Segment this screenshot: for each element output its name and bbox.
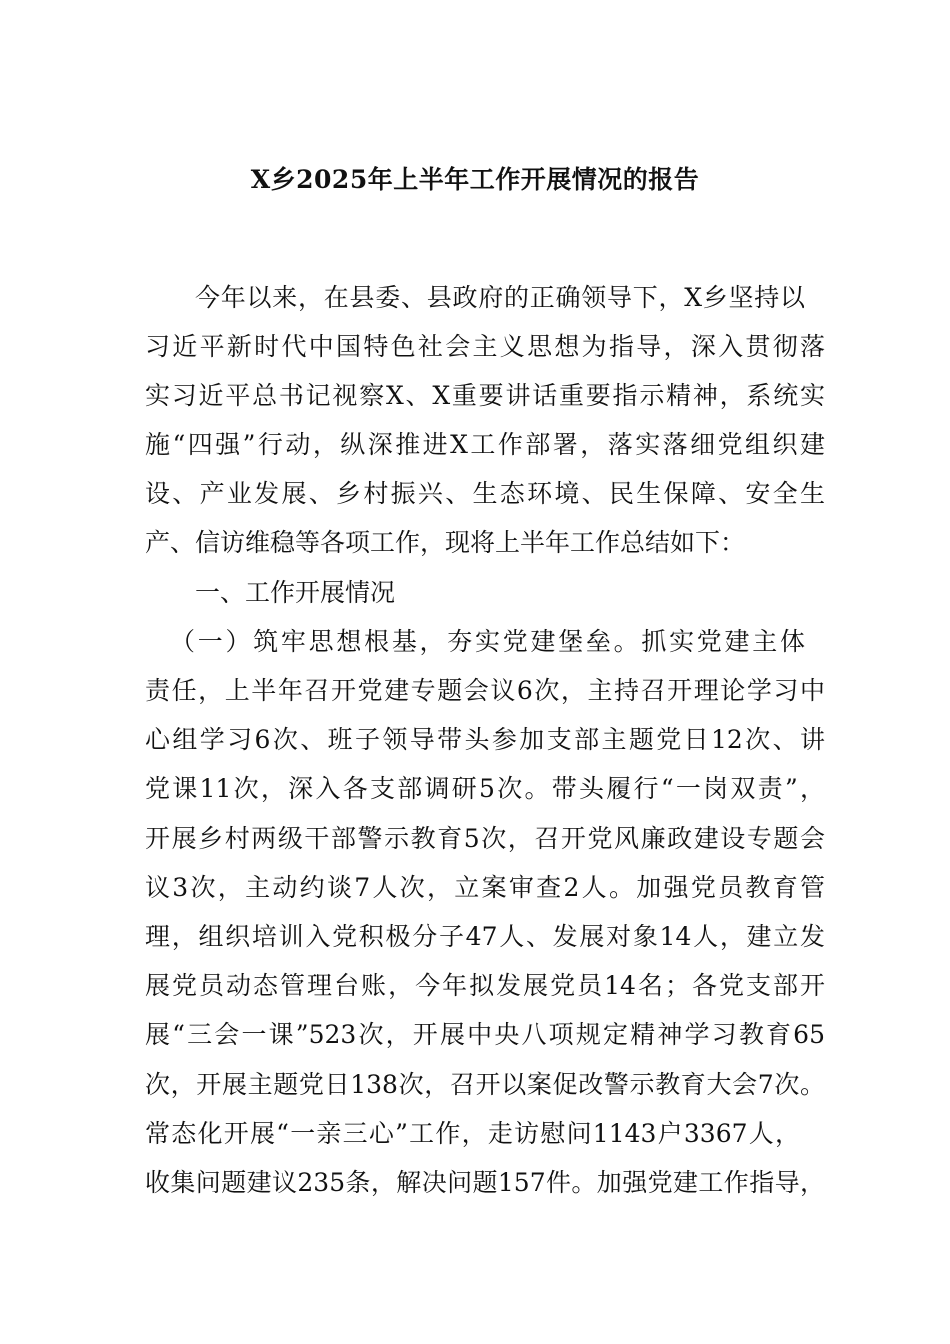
paragraph-line-13: 议3次，主动约谈7人次，立案审查2人。加强党员教育管: [145, 873, 825, 902]
paragraph-line-17: 次，开展主题党日138次，召开以案促改警示教育大会7次。: [145, 1070, 825, 1099]
paragraph-line-15: 展党员动态管理台账，今年拟发展党员14名；各党支部开: [145, 971, 825, 1000]
paragraph-line-6: 产、信访维稳等各项工作，现将上半年工作总结如下：: [145, 528, 745, 557]
paragraph-line-1: 今年以来，在县委、县政府的正确领导下，X乡坚持以: [195, 283, 805, 312]
paragraph-line-8: （一）筑牢思想根基，夯实党建堡垒。抓实党建主体: [170, 627, 805, 656]
paragraph-line-14: 理，组织培训入党积极分子47人、发展对象14人，建立发: [145, 922, 825, 951]
paragraph-line-11: 党课11次，深入各支部调研5次。带头履行“一岗双责”，: [145, 774, 825, 803]
paragraph-line-5: 设、产业发展、乡村振兴、生态环境、民生保障、安全生: [145, 479, 825, 508]
paragraph-line-19: 收集问题建议235条，解决问题157件。加强党建工作指导，: [145, 1168, 825, 1197]
paragraph-line-9: 责任，上半年召开党建专题会议6次，主持召开理论学习中: [145, 676, 825, 705]
paragraph-line-4: 施“四强”行动，纵深推进X工作部署，落实落细党组织建: [145, 430, 825, 459]
paragraph-line-2: 习近平新时代中国特色社会主义思想为指导，深入贯彻落: [145, 332, 825, 361]
paragraph-line-16: 展“三会一课”523次，开展中央八项规定精神学习教育65: [145, 1020, 825, 1049]
paragraph-line-12: 开展乡村两级干部警示教育5次，召开党风廉政建设专题会: [145, 824, 825, 853]
paragraph-line-3: 实习近平总书记视察X、X重要讲话重要指示精神，系统实: [145, 381, 825, 410]
paragraph-line-18: 常态化开展“一亲三心”工作，走访慰问1143户3367人，: [145, 1119, 800, 1148]
document-title: X乡2025年上半年工作开展情况的报告: [250, 165, 700, 194]
paragraph-line-10: 心组学习6次、班子领导带头参加支部主题党日12次、讲: [145, 725, 825, 754]
section-heading: 一、工作开展情况: [195, 578, 396, 607]
